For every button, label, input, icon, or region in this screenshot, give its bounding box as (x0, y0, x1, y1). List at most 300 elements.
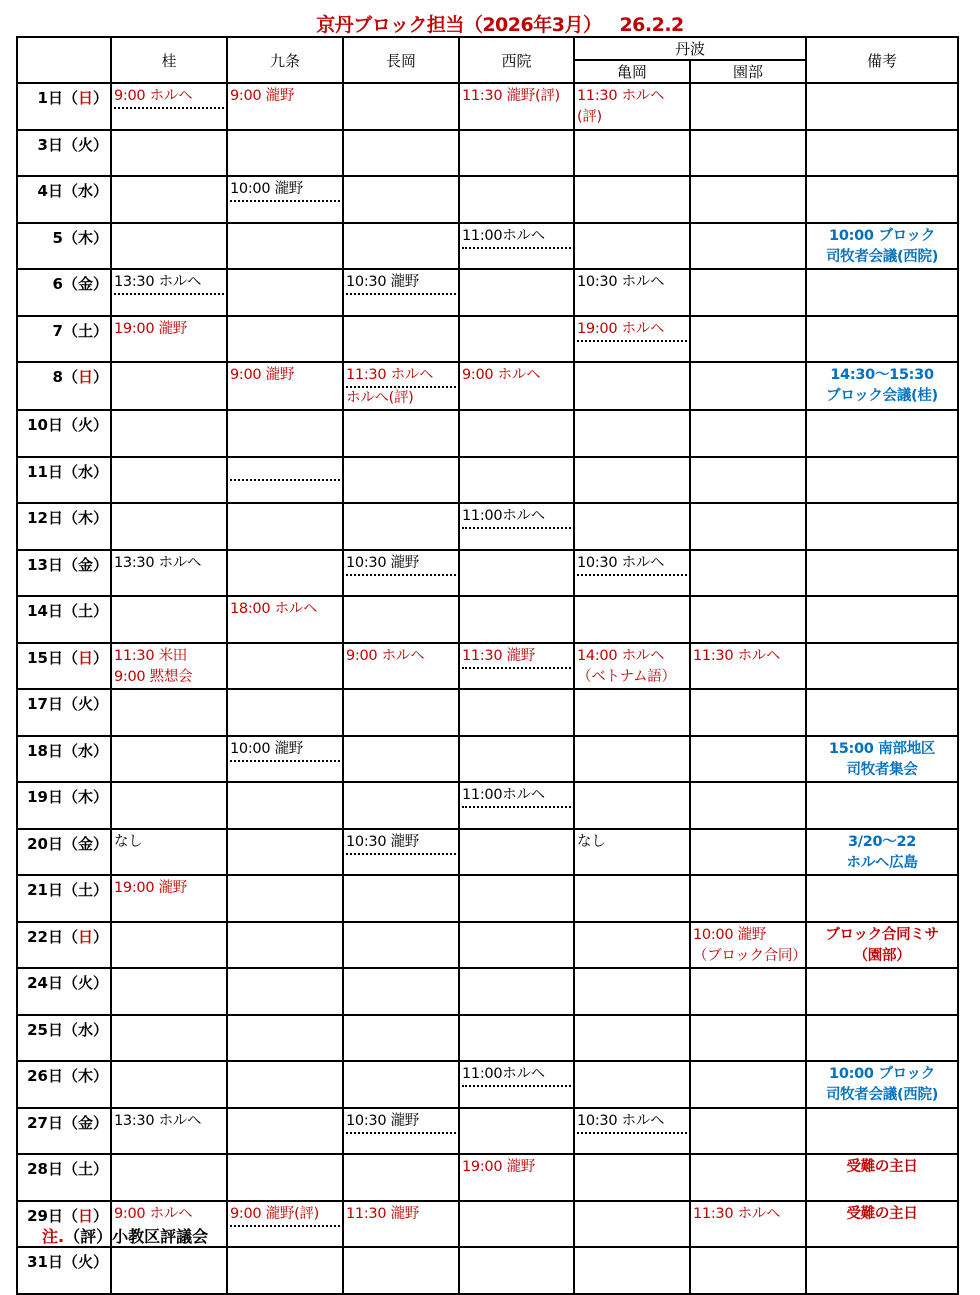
schedule-entry (807, 830, 957, 874)
paren: （ (62, 416, 78, 434)
date-day: 15日 (27, 648, 63, 667)
date-cell (17, 1247, 111, 1294)
cell-kameoka (574, 223, 690, 270)
schedule-table (16, 36, 959, 1295)
entry-line: 14:00 ホルヘ (577, 647, 665, 664)
entry-line: 9:00 瀧野 (230, 367, 295, 383)
date-cell (17, 362, 111, 410)
schedule-entry (344, 830, 458, 855)
schedule-entry (460, 363, 573, 386)
cell-saiin (459, 362, 574, 410)
paren: （ (62, 1113, 78, 1132)
paren: （ (62, 368, 78, 386)
entry-line: 11:30 瀧野(評) (462, 88, 560, 104)
paren: ） (92, 368, 108, 386)
cell-kameoka (574, 875, 690, 922)
paren: ） (92, 648, 108, 667)
cell-saiin (459, 130, 574, 177)
entry-line: 司牧者集会 (846, 761, 918, 778)
cell-biko (806, 1247, 958, 1294)
cell-biko (806, 782, 958, 829)
table-row (17, 643, 958, 690)
entry-line: 9:00 ホルヘ (114, 1205, 193, 1222)
cell-kujo (227, 130, 343, 177)
date-day: 7 (52, 321, 63, 340)
schedule-entry (575, 1109, 689, 1134)
schedule-entry (807, 363, 957, 407)
date-cell (17, 968, 111, 1015)
schedule-entry (228, 737, 342, 762)
cell-nagaoka (343, 410, 459, 457)
cell-kujo (227, 550, 343, 597)
cell-sonobe (690, 550, 806, 597)
schedule-entry (112, 644, 226, 688)
paren: ） (92, 89, 108, 107)
schedule-entry (460, 1062, 573, 1087)
entry-line: 司牧者会議(西院) (825, 1087, 939, 1103)
paren: （ (62, 1067, 78, 1085)
title-text: 京丹ブロック担当（2026年3月） (316, 14, 602, 36)
date-day: 1日 (37, 89, 63, 107)
table-row (17, 269, 958, 316)
table-row (17, 362, 958, 410)
date-cell (17, 596, 111, 643)
paren: ） (92, 135, 108, 154)
cell-kameoka (574, 503, 690, 550)
cell-kameoka (574, 1247, 690, 1294)
cell-katsura (111, 269, 227, 316)
header-tamba: 丹波 (574, 37, 806, 60)
schedule-entry (228, 84, 342, 107)
cell-nagaoka (343, 1108, 459, 1155)
date-day: 3日 (37, 135, 63, 154)
cell-katsura (111, 1154, 227, 1201)
cell-kujo (227, 829, 343, 876)
entry-line: 13:30 ホルヘ (114, 272, 224, 295)
date-cell (17, 130, 111, 177)
date-day: 6 (52, 275, 63, 293)
date-cell (17, 457, 111, 504)
cell-saiin (459, 503, 574, 550)
table-row (17, 736, 958, 783)
header-saiin: 西院 (459, 37, 574, 83)
date-day: 18日 (27, 741, 63, 760)
cell-biko (806, 223, 958, 270)
cell-saiin (459, 596, 574, 643)
weekday: 金 (77, 1113, 93, 1132)
cell-sonobe (690, 1201, 806, 1248)
footnote-prefix: 注. (42, 1227, 65, 1246)
entry-line: 9:00 黙想会 (114, 668, 193, 685)
cell-biko (806, 875, 958, 922)
paren: ） (92, 1160, 108, 1178)
entry-line: （ベトナム語） (577, 668, 676, 685)
date-day: 27日 (27, 1113, 63, 1132)
entry-line: 9:00 ホルヘ (346, 647, 425, 664)
cell-kujo (227, 83, 343, 130)
cell-kujo (227, 410, 343, 457)
entry-line: 10:30 瀧野 (346, 553, 456, 576)
cell-sonobe (690, 457, 806, 504)
cell-nagaoka (343, 1247, 459, 1294)
cell-kujo (227, 596, 343, 643)
cell-katsura (111, 968, 227, 1015)
date-cell (17, 223, 111, 270)
cell-kameoka (574, 1201, 690, 1248)
paren: ） (92, 881, 108, 899)
schedule-entry (112, 1109, 226, 1132)
entry-line: 11:30 米田 (114, 647, 187, 664)
date-day: 19日 (27, 788, 63, 806)
cell-nagaoka (343, 643, 459, 690)
cell-sonobe (690, 782, 806, 829)
entry-line: なし (577, 833, 606, 850)
cell-kameoka (574, 1061, 690, 1108)
cell-katsura (111, 1108, 227, 1155)
paren: ） (92, 974, 108, 992)
cell-katsura (111, 130, 227, 177)
cell-biko (806, 736, 958, 783)
paren: ） (92, 788, 108, 806)
cell-biko (806, 269, 958, 316)
cell-biko (806, 1061, 958, 1108)
entry-line: 10:30 ホルヘ (577, 553, 687, 576)
cell-nagaoka (343, 1061, 459, 1108)
cell-sonobe (690, 829, 806, 876)
weekday: 土 (77, 321, 93, 340)
entry-line: 19:00 ホルヘ (577, 319, 687, 342)
date-day: 5 (52, 228, 63, 247)
schedule-entry (460, 783, 573, 808)
paren: （ (62, 974, 78, 992)
date-day: 29日 (27, 1206, 63, 1225)
cell-kameoka (574, 269, 690, 316)
dotted-line (230, 460, 340, 481)
date-day: 11日 (27, 462, 63, 481)
cell-kujo (227, 176, 343, 223)
cell-saiin (459, 1015, 574, 1062)
cell-katsura (111, 829, 227, 876)
weekday: 火 (77, 135, 93, 154)
cell-sonobe (690, 1108, 806, 1155)
schedule-entry (575, 551, 689, 576)
date-cell (17, 503, 111, 550)
schedule-entry (344, 551, 458, 576)
paren: （ (62, 228, 78, 247)
cell-saiin (459, 875, 574, 922)
entry-line: 9:00 ホルヘ (462, 367, 541, 383)
table-row (17, 176, 958, 223)
cell-kameoka (574, 550, 690, 597)
cell-kameoka (574, 316, 690, 363)
cell-nagaoka (343, 316, 459, 363)
cell-nagaoka (343, 968, 459, 1015)
weekday: 火 (77, 695, 93, 713)
entry-line: 11:30 ホルヘ (693, 647, 781, 664)
weekday: 木 (77, 509, 93, 527)
date-day: 10日 (27, 416, 63, 434)
cell-biko (806, 503, 958, 550)
cell-sonobe (690, 643, 806, 690)
paren: （ (62, 788, 78, 806)
paren: （ (62, 321, 78, 340)
header-katsura: 桂 (111, 37, 227, 83)
schedule-entry (807, 224, 957, 268)
date-cell (17, 176, 111, 223)
date-day: 17日 (27, 695, 63, 713)
cell-kujo (227, 968, 343, 1015)
weekday: 水 (77, 741, 93, 760)
entry-line: （園部） (853, 947, 911, 964)
date-cell (17, 1015, 111, 1062)
cell-nagaoka (343, 503, 459, 550)
cell-saiin (459, 968, 574, 1015)
cell-kujo (227, 457, 343, 504)
entry-line: 14:30～15:30 (830, 367, 934, 383)
schedule-entry (691, 923, 805, 967)
paren: （ (62, 741, 78, 760)
schedule-entry (344, 363, 458, 409)
cell-nagaoka (343, 362, 459, 410)
cell-kujo (227, 1247, 343, 1294)
cell-nagaoka (343, 689, 459, 736)
cell-kameoka (574, 362, 690, 410)
cell-kameoka (574, 596, 690, 643)
table-row (17, 689, 958, 736)
cell-kameoka (574, 1154, 690, 1201)
cell-sonobe (690, 269, 806, 316)
cell-kameoka (574, 736, 690, 783)
schedule-entry (112, 1202, 226, 1225)
schedule-entry (112, 84, 226, 109)
entry-line: ブロック合同ミサ (825, 926, 939, 943)
weekday: 水 (77, 462, 93, 481)
entry-line: 10:00 ブロック (829, 1066, 935, 1082)
schedule-entry (691, 1202, 805, 1225)
cell-saiin (459, 1201, 574, 1248)
entry-line: 10:00 瀧野 (693, 926, 766, 943)
cell-sonobe (690, 176, 806, 223)
entry-line: 9:00 瀧野 (230, 88, 295, 104)
cell-sonobe (690, 596, 806, 643)
paren: （ (62, 275, 78, 293)
schedule-entry (112, 317, 226, 340)
table-row (17, 223, 958, 270)
cell-biko (806, 457, 958, 504)
cell-saiin (459, 736, 574, 783)
paren: ） (92, 602, 108, 620)
paren: ） (92, 182, 108, 200)
date-day: 22日 (27, 927, 63, 946)
schedule-entry (112, 876, 226, 899)
schedule-entry (228, 458, 342, 481)
cell-sonobe (690, 1015, 806, 1062)
cell-katsura (111, 596, 227, 643)
cell-katsura (111, 782, 227, 829)
date-day: 21日 (27, 881, 63, 899)
cell-nagaoka (343, 176, 459, 223)
date-day: 26日 (27, 1067, 63, 1085)
paren: （ (62, 509, 78, 527)
cell-kujo (227, 736, 343, 783)
entry-line: 10:30 ホルヘ (577, 274, 665, 290)
cell-sonobe (690, 875, 806, 922)
paren: ） (92, 462, 108, 481)
weekday: 火 (77, 416, 93, 434)
cell-kujo (227, 643, 343, 690)
cell-sonobe (690, 689, 806, 736)
entry-line: 11:00ホルヘ (462, 1064, 571, 1087)
weekday: 日 (77, 368, 93, 386)
schedule-entry (228, 363, 342, 386)
cell-biko (806, 829, 958, 876)
paren: （ (62, 182, 78, 200)
entry-line: 18:00 ホルヘ (230, 601, 318, 617)
date-day: 8 (52, 368, 63, 386)
cell-kameoka (574, 922, 690, 969)
cell-katsura (111, 1247, 227, 1294)
table-row (17, 457, 958, 504)
cell-nagaoka (343, 457, 459, 504)
schedule-entry (228, 1202, 342, 1227)
schedule-entry (460, 84, 573, 107)
cell-nagaoka (343, 875, 459, 922)
date-cell (17, 1108, 111, 1155)
date-cell (17, 269, 111, 316)
paren: （ (62, 89, 78, 107)
cell-kujo (227, 362, 343, 410)
header-kujo: 九条 (227, 37, 343, 83)
cell-nagaoka (343, 1154, 459, 1201)
cell-katsura (111, 736, 227, 783)
entry-line: 11:30 瀧野 (346, 1205, 419, 1222)
table-row (17, 83, 958, 130)
paren: ） (92, 927, 108, 946)
paren: （ (62, 695, 78, 713)
cell-katsura (111, 1061, 227, 1108)
schedule-entry (344, 644, 458, 667)
cell-kujo (227, 1061, 343, 1108)
cell-biko (806, 689, 958, 736)
cell-nagaoka (343, 269, 459, 316)
cell-sonobe (690, 362, 806, 410)
table-row (17, 1108, 958, 1155)
paren: （ (62, 1020, 78, 1039)
weekday: 水 (77, 182, 93, 200)
cell-katsura (111, 875, 227, 922)
weekday: 火 (77, 974, 93, 992)
date-day: 20日 (27, 834, 63, 853)
schedule-entry (691, 644, 805, 667)
table-row (17, 503, 958, 550)
schedule-entry (112, 551, 226, 574)
paren: （ (62, 462, 78, 481)
cell-nagaoka (343, 782, 459, 829)
cell-kujo (227, 689, 343, 736)
entry-line: 11:30 ホルヘ(評) (577, 88, 665, 125)
cell-nagaoka (343, 223, 459, 270)
date-cell (17, 1154, 111, 1201)
entry-line: 10:00 ブロック (829, 227, 935, 244)
entry-line: 10:30 瀧野 (346, 1111, 456, 1134)
weekday: 木 (77, 228, 93, 247)
table-row (17, 130, 958, 177)
paren: （ (62, 555, 78, 574)
cell-saiin (459, 223, 574, 270)
schedule-entry (344, 270, 458, 295)
table-row (17, 829, 958, 876)
footnote-text: （評）小教区評議会 (64, 1227, 209, 1246)
cell-biko (806, 596, 958, 643)
entry-line: 11:30 ホルヘ (693, 1205, 781, 1222)
schedule-entry (807, 1202, 957, 1225)
cell-katsura (111, 643, 227, 690)
paren: ） (92, 1113, 108, 1132)
table-row (17, 875, 958, 922)
paren: （ (62, 1160, 78, 1178)
entry-line: 受難の主日 (846, 1205, 918, 1222)
cell-kujo (227, 1015, 343, 1062)
cell-biko (806, 410, 958, 457)
entry-line: 11:00ホルヘ (462, 226, 571, 249)
entry-line: なし (114, 833, 143, 850)
date-cell (17, 643, 111, 690)
cell-katsura (111, 689, 227, 736)
schedule-body (17, 83, 958, 1294)
schedule-entry (228, 597, 342, 620)
cell-biko (806, 922, 958, 969)
cell-nagaoka (343, 922, 459, 969)
table-row (17, 922, 958, 969)
entry-line: 11:30 ホルヘ (346, 365, 456, 388)
cell-kameoka (574, 410, 690, 457)
cell-katsura (111, 362, 227, 410)
table-row (17, 550, 958, 597)
table-row (17, 410, 958, 457)
table-row (17, 1061, 958, 1108)
paren: ） (92, 695, 108, 713)
cell-katsura (111, 550, 227, 597)
date-day: 31日 (27, 1253, 63, 1271)
entry-line: ホルヘ(評) (346, 390, 414, 406)
cell-sonobe (690, 410, 806, 457)
date-cell (17, 875, 111, 922)
cell-kameoka (574, 782, 690, 829)
paren: （ (62, 881, 78, 899)
paren: （ (62, 648, 78, 667)
paren: （ (62, 834, 78, 853)
cell-kameoka (574, 1015, 690, 1062)
cell-kameoka (574, 83, 690, 130)
header-nagaoka: 長岡 (343, 37, 459, 83)
entry-line: 受難の主日 (846, 1159, 918, 1175)
cell-saiin (459, 316, 574, 363)
schedule-entry (575, 84, 689, 128)
schedule-entry (112, 270, 226, 295)
cell-saiin (459, 410, 574, 457)
cell-kujo (227, 503, 343, 550)
entry-line: 9:00 ホルヘ (114, 86, 224, 109)
date-cell (17, 922, 111, 969)
schedule-entry (228, 177, 342, 202)
cell-kujo (227, 875, 343, 922)
cell-nagaoka (343, 550, 459, 597)
paren: ） (92, 1067, 108, 1085)
cell-sonobe (690, 316, 806, 363)
table-row (17, 316, 958, 363)
schedule-entry (344, 1202, 458, 1225)
cell-katsura (111, 503, 227, 550)
